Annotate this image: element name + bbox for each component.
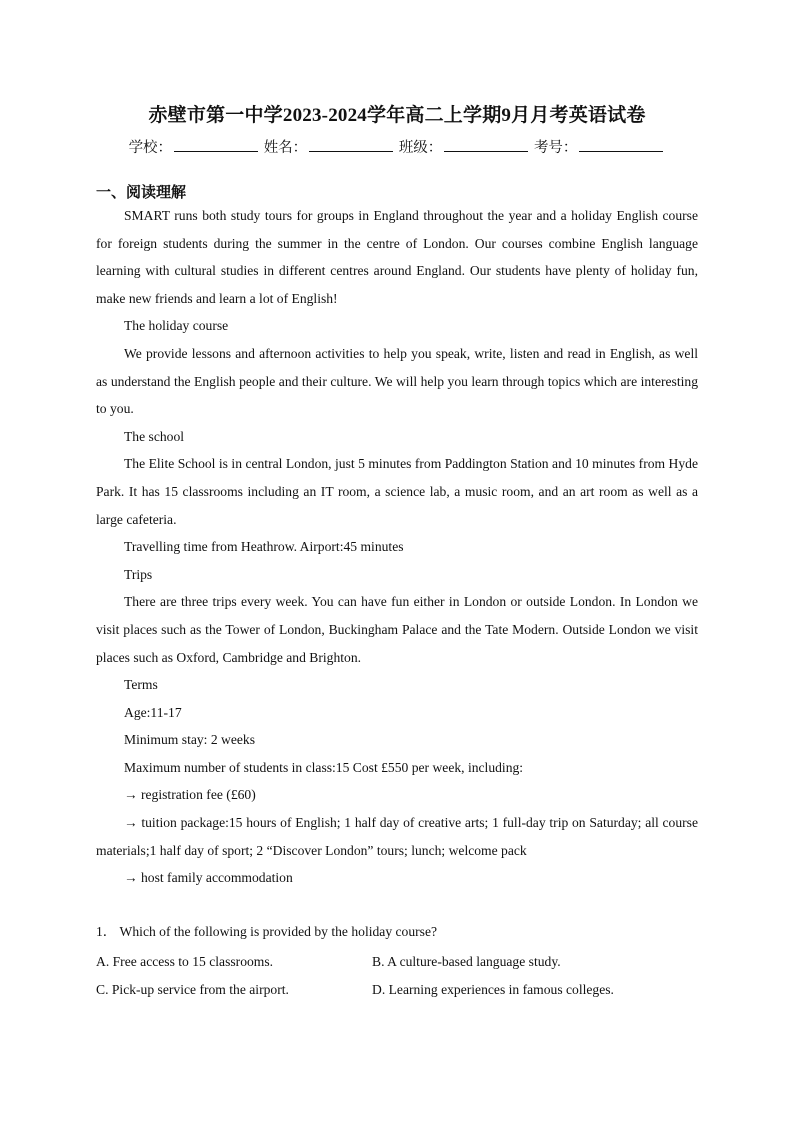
passage-line: Travelling time from Heathrow. Airport:45 minutes (124, 539, 404, 555)
school-label: 学校： (128, 140, 173, 156)
passage-paragraph: We provide lessons and afternoon activities to help you speak, write, listen and read in English, as well as understand the English people and their culture. We will help you learn through topics which are interesting to you. (96, 345, 698, 417)
exam-number-label: 考号： (533, 140, 578, 156)
passage-paragraph: SMART runs both study tours for groups in England throughout the year and a holiday English course for foreign students during the summer in the centre of London. Our courses combine English language learning with cultural studies in different centres around England. Our students have plenty of holiday fun, make new friends and learn a lot of English! (96, 208, 698, 306)
option-c[interactable]: C. Pick-up service from the airport. (96, 982, 289, 997)
option-d[interactable]: D. Learning experiences in famous colleges. (372, 982, 614, 997)
passage-subheading: Terms (124, 677, 158, 693)
option-b[interactable]: B. A culture-based language study. (372, 954, 561, 969)
question-text: Which of the following is provided by the holiday course? (119, 924, 438, 939)
passage-line: Maximum number of students in class:15 Cost £550 per week, including: (124, 759, 524, 775)
class-blank[interactable] (444, 138, 528, 152)
passage-subheading: The holiday course (124, 318, 229, 334)
exam-number-blank[interactable] (579, 138, 663, 152)
student-info-line (0, 136, 794, 157)
school-blank[interactable] (174, 138, 258, 152)
section-heading: 一、阅读理解 (96, 185, 187, 201)
passage-subheading: Trips (124, 566, 153, 582)
question-stem (96, 922, 437, 942)
passage-paragraph: The Elite School is in central London, just 5 minutes from Paddington Station and 10 minutes from Hyde Park. It has 15 classrooms including an IT room, a science lab, a music room, and an art room as well as a large cafeteria. (96, 456, 698, 527)
reading-passage (96, 202, 698, 892)
question-number: 1． (96, 924, 117, 939)
option-a[interactable]: A. Free access to 15 classrooms. (96, 954, 274, 969)
name-label: 姓名： (263, 140, 308, 156)
passage-line: → host family accommodation (124, 870, 293, 886)
passage-paragraph: There are three trips every week. You can have fun either in London or outside London. In London we visit places such as the Tower of London, Buckingham Palace and the Tate Modern. Outside London we visit places such as Oxford, Cambridge and Brighton. (96, 594, 698, 665)
exam-title: 赤壁市第一中学2023-2024学年高二上学期9月月考英语试卷 (148, 105, 646, 126)
class-label: 班级： (398, 140, 443, 156)
passage-paragraph: → tuition package:15 hours of English; 1 half day of creative arts; 1 full-day trip on Saturday; all course materials;1 half day of sport; 2 “Discover London” tours; lunch; welcome pack (96, 815, 698, 858)
passage-line: Age:11-17 (124, 704, 182, 720)
passage-line: → registration fee (£60) (124, 787, 256, 803)
name-blank[interactable] (309, 138, 393, 152)
passage-line: Minimum stay: 2 weeks (124, 732, 256, 748)
passage-subheading: The school (124, 428, 185, 444)
